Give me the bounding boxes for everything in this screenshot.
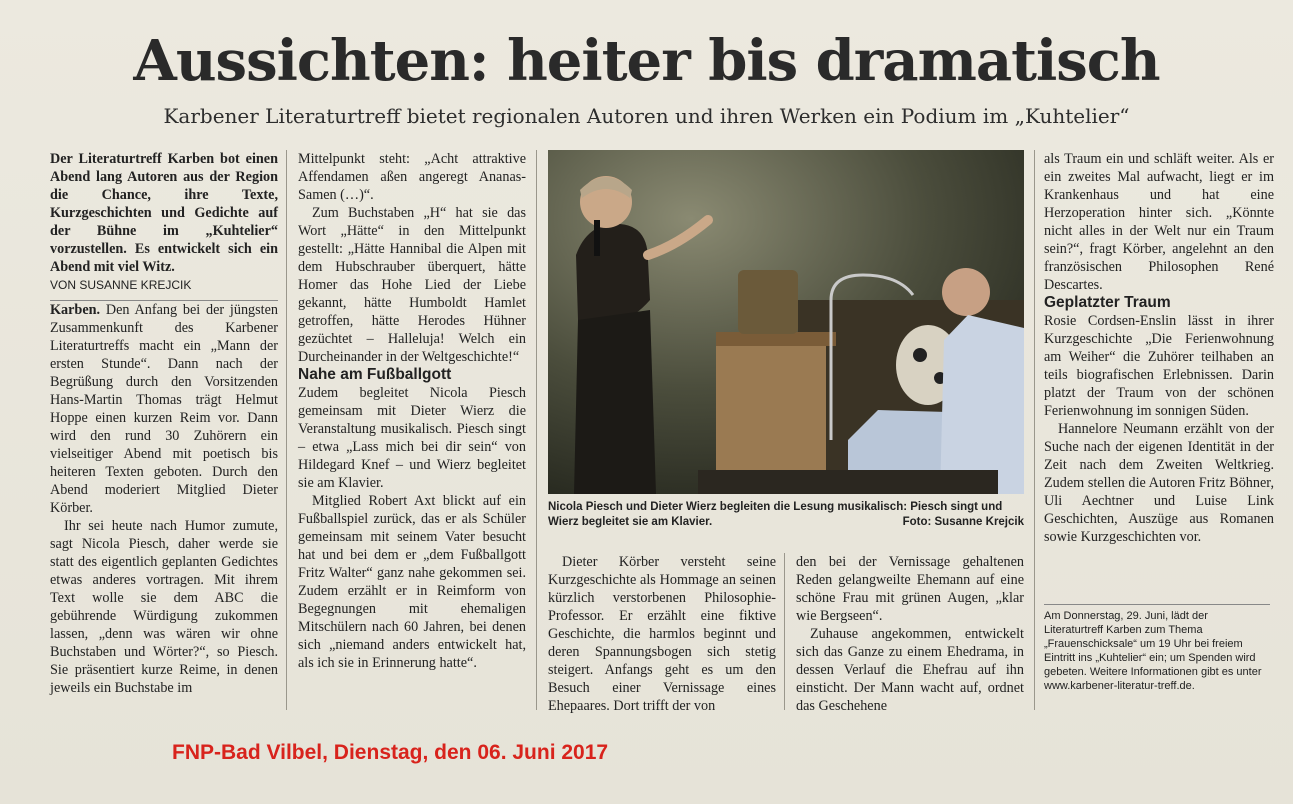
- paragraph: Zudem begleitet Nicola Piesch gemeinsam mit Dieter Wierz die Veranstaltung musikalisch. Piesch singt – etwa „Lass mich bei dir sein“ von Hildegard Knef – und Wierz begleitet sie am Klavier.: [298, 385, 526, 491]
- column-divider: [536, 150, 537, 710]
- section-heading: Geplatzter Traum: [1044, 294, 1171, 311]
- paragraph: als Traum ein und schläft weiter. Als er ein zweites Mal aufwacht, liegt er im Krankenhaus und hat eine Herzoperation hinter sich. „Könnte nicht alles in der Welt nur ein Traum sein?“, fragt Körber, angelehnt an den französischen Philosophen René Descartes.: [1044, 151, 1274, 293]
- subheadline: Karbener Literaturtreff bietet regionalen Autoren und ihren Werken ein Podium im „Kuhtelier“: [163, 104, 1130, 128]
- piano: [716, 340, 826, 470]
- singer: [576, 224, 650, 321]
- column-4: [796, 553, 1024, 715]
- column-5: [1044, 150, 1274, 546]
- column-divider: [286, 150, 287, 710]
- column-divider: [1034, 150, 1035, 710]
- sculpture: [738, 270, 798, 334]
- photo-illustration: [548, 150, 1024, 494]
- paragraph: Zum Buchstaben „H“ hat sie das Wort „Hätte“ in den Mittelpunkt gestellt: „Hätte Hannibal die Alpen mit dem Hubschrauber überquert, hätte Homer das Hohe Lied der Liebe gekannt, hätte Humboldt Hamlet getroffen, hätte Herodes Hühner gezüchtet – Halleluja! Welch ein Durcheinander in der Weltgeschichte!“: [298, 205, 526, 365]
- paragraph: Zuhause angekommen, entwickelt sich das Ganze zu einem Ehedrama, in dessen Verlauf die Ehefrau auf ihn einsticht. Der Mann wacht auf, ordnet das Geschehene: [796, 626, 1024, 714]
- paragraph: [50, 301, 278, 517]
- paragraph-text: Den Anfang bei der jüngsten Zusammenkunft des Karbener Literaturtreffs macht ein „Mann der ersten Stunde“. Dann nach der Begrüßung durch den Vorsitzenden Hans-Martin Thomas trägt Helmut Hoppe einen kurzen Reim vor. Dann wird den rund 30 Zuhörern ein vielseitiger Abend mit poetisch bis heiteren Texten geboten. Durch den Abend moderiert Mitglied Dieter Körber.: [50, 302, 278, 516]
- paragraph: den bei der Vernissage gehaltenen Reden gelangweilte Ehemann auf eine schöne Frau mit grünen Augen, „klar wie Bergseen“.: [796, 554, 1024, 624]
- event-notice: Am Donnerstag, 29. Juni, lädt der Literaturtreff Karben zum Thema „Frauenschicksale“ um 19 Uhr bei freiem Eintritt ins „Kuhtelier“ ein; um Spenden wird gebeten. Weitere Informationen gibt es unter www.karbener-literatur-treff.de.: [1044, 604, 1270, 693]
- byline: VON SUSANNE KREJCIK: [50, 276, 278, 301]
- source-annotation: FNP-Bad Vilbel, Dienstag, den 06. Juni 2017: [172, 741, 609, 764]
- column-2: [298, 150, 526, 672]
- column-1: [50, 150, 278, 697]
- paragraph: Mittelpunkt steht: „Acht attraktive Affendamen aßen angeregt Ananas-Samen (…)“.: [298, 151, 526, 203]
- paragraph: Ihr sei heute nach Humor zumute, sagt Nicola Piesch, daher werde sie statt des eigentlich geplanten Gedichtes etwas anderes vortragen. Mit ihrem Text wolle sie dem ABC die gebührende Würdigung zukommen lassen, „denn was wären wir ohne Buchstaben und Wörter?“, so Piesch. Sie präsentiert kurze Reime, in denen jeweils ein Buchstabe im: [50, 518, 278, 696]
- article-photo: [548, 150, 1024, 494]
- column-divider: [784, 553, 785, 710]
- photo-caption: [548, 500, 1024, 530]
- paragraph: Rosie Cordsen-Enslin lässt in ihrer Kurzgeschichte „Die Ferienwohnung am Weiher“ die Zuhörer teilhaben an teils biografischen Erlebnissen. Darin platzt der Traum von der schönen Ferienwohnung im sonnigen Süden.: [1044, 313, 1274, 419]
- column-3: [548, 553, 776, 715]
- paragraph: Mitglied Robert Axt blickt auf ein Fußballspiel zurück, das er als Schüler gemeinsam mit seinem Vater besucht hat und bei dem er „dem Fußballgott Fritz Walter“ ganz nahe gekommen sei. Zudem erzählt er in Reimform von Begegnungen mit ehemaligen Mitschülern nach 60 Jahren, bei denen sich „niemand anders entwickelt hat, als ich sie in Erinnerung hatte“.: [298, 493, 526, 671]
- headline: Aussichten: heiter bis dramatisch: [133, 28, 1160, 94]
- section-heading: Nahe am Fußballgott: [298, 366, 452, 383]
- caption-text: Nicola Piesch und Dieter Wierz begleiten die Lesung musikalisch: Piesch singt und Wierz begleitet sie am Klavier.: [548, 501, 1003, 528]
- article-lead: Der Literaturtreff Karben bot einen Abend lang Autoren aus der Region die Chance, ihre Texte, Kurzgeschichten und Gedichte auf der Bühne im „Kuhtelier“ vorzustellen. Es entwickelt sich ein Abend mit viel Witz.: [50, 151, 278, 275]
- paragraph: Dieter Körber versteht seine Kurzgeschichte als Hommage an seinen kürzlich verstorbenen Philosophie-Professor. Er erzählt eine fiktive Geschichte, die harmlos beginnt und deren Spannungsbogen sich stetig steigert. Anfangs geht es um den Besuch einer Vernissage eines Ehepaares. Dort trifft der von: [548, 554, 776, 714]
- dateline: Karben.: [50, 302, 101, 318]
- photo-credit: Foto: Susanne Krejcik: [902, 516, 1024, 528]
- paragraph: Hannelore Neumann erzählt von der Suche nach der eigenen Identität in der Zeit nach dem Zweiten Weltkrieg. Zudem stellen die Autoren Fritz Böhner, Uli Aechtner und Luise Link Geschichten, Auszüge aus Romanen sowie Kurzgeschichten vor.: [1044, 421, 1274, 545]
